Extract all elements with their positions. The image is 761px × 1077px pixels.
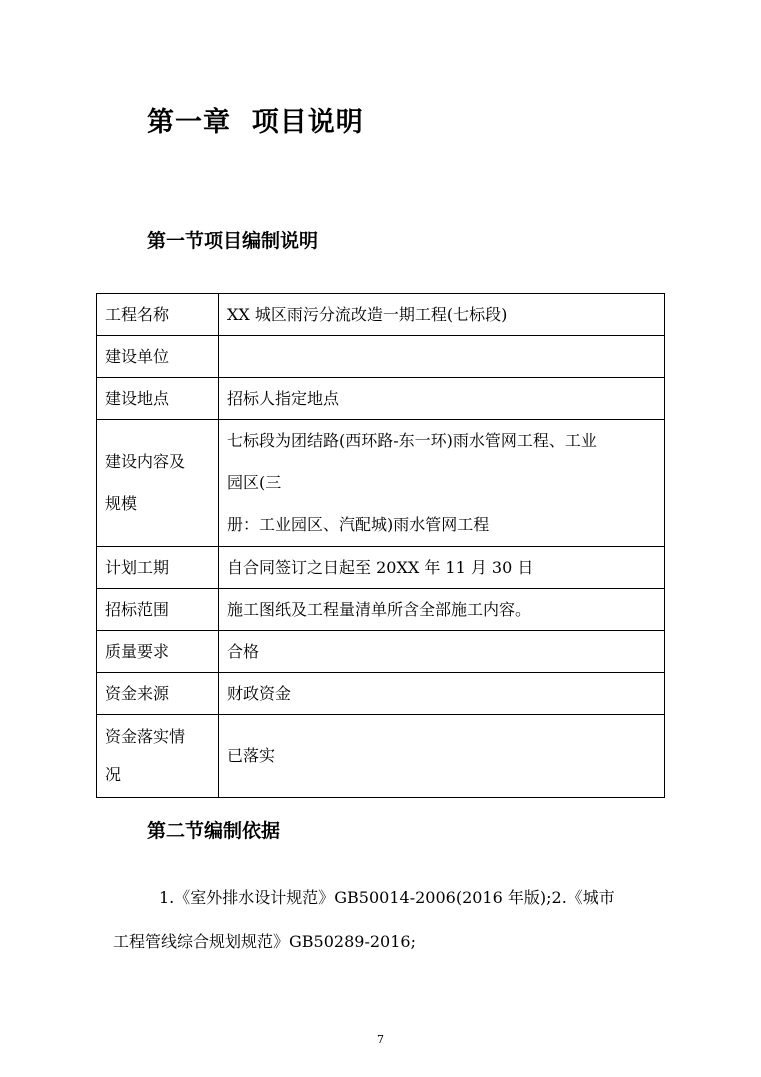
row-key: 招标范围 [97,589,219,631]
row-key: 质量要求 [97,631,219,673]
table-row [97,673,665,715]
row-value: 施工图纸及工程量清单所含全部施工内容。 [219,589,665,631]
row-value [219,336,665,378]
row-key: 建设单位 [97,336,219,378]
page-number: 7 [377,1033,384,1046]
row-value-line: 七标段为团结路(西环路-东一环)雨水管网工程、工业 [227,431,597,450]
row-value-line: 园区(三 [227,473,282,492]
table-row [97,336,665,378]
row-key: 计划工期 [97,547,219,589]
basis-paragraph-line-2: 工程管线综合规划规范》GB50289-2016; [113,932,416,951]
row-value: 财政资金 [219,673,665,715]
row-key-line: 建设内容及 [105,452,186,471]
row-value: 招标人指定地点 [219,378,665,420]
table-row [97,294,665,336]
table-row [97,589,665,631]
row-key: 资金来源 [97,673,219,715]
row-key-line: 资金落实情 [105,727,186,746]
row-value: 自合同签订之日起至 20XX 年 11 月 30 日 [219,547,665,589]
chapter-title: 第一章 项目说明 [147,107,364,138]
basis-paragraph-line-1: 1.《室外排水设计规范》GB50014-2006(2016 年版);2.《城市 [159,888,615,907]
row-key: 建设地点 [97,378,219,420]
table-row [97,631,665,673]
row-value: 合格 [219,631,665,673]
table-row [97,420,665,547]
row-key-line: 况 [105,765,122,784]
table-row [97,715,665,798]
table-row [97,378,665,420]
section-title-1: 第一节项目编制说明 [147,230,319,252]
row-value [219,420,665,547]
row-value: XX 城区雨污分流改造一期工程(七标段) [219,294,665,336]
section-title-2: 第二节编制依据 [147,820,281,842]
row-value: 已落实 [219,715,665,798]
row-value-line: 册：工业园区、汽配城)雨水管网工程 [227,515,490,534]
row-key [97,715,219,798]
row-key [97,420,219,547]
row-key: 工程名称 [97,294,219,336]
project-info-table [96,293,665,798]
row-key-line: 规模 [105,494,138,513]
table-row [97,547,665,589]
